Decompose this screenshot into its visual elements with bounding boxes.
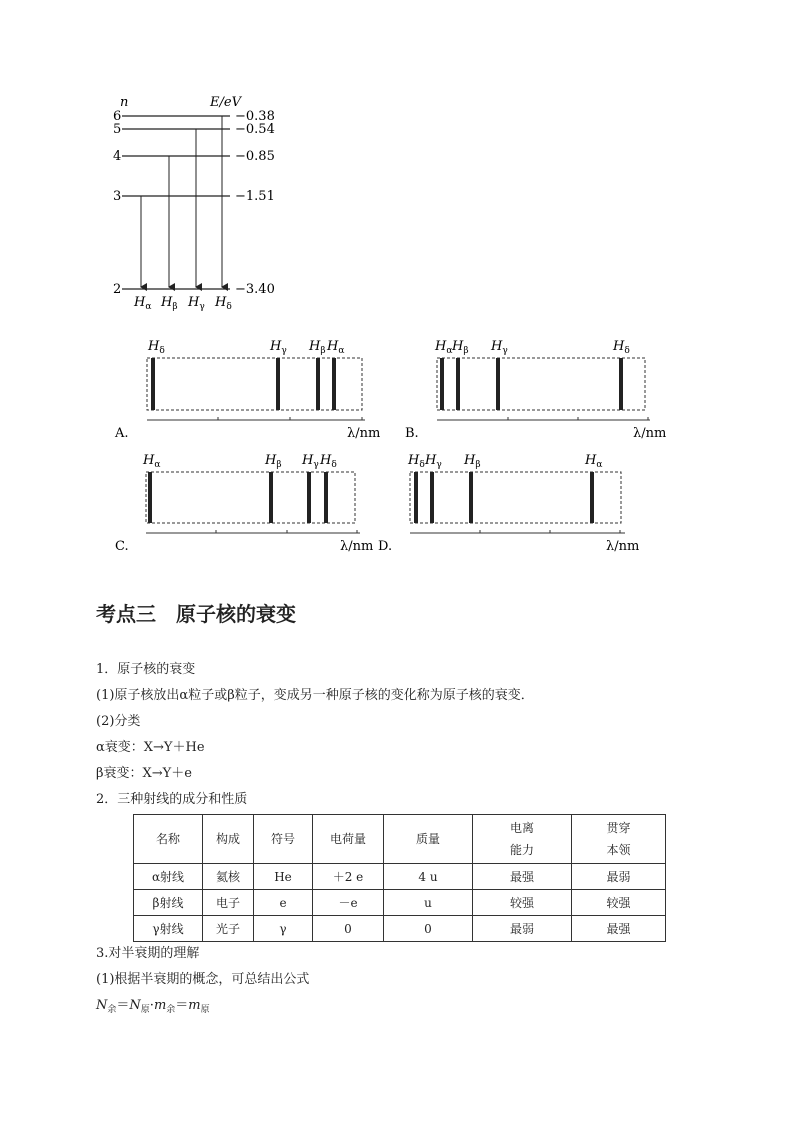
header-cell [473,815,572,864]
table-row [134,890,666,916]
level-energy-2: −3.40 [235,282,275,297]
spectral-line-gamma [496,358,500,410]
header-cell: 构成 [203,815,254,864]
table-cell: 光子 [203,916,254,942]
spectrum-option-d[interactable] [378,453,639,554]
transition-label-beta: $H_\beta$ [161,295,178,312]
line-label: $H_\gamma$ [425,453,442,470]
level-n-5: 5 [113,122,122,137]
header-cell [572,815,666,864]
table-cell: α射线 [134,864,203,890]
level-energy-4: −0.85 [235,149,275,164]
formula-symbol: m [188,998,201,1013]
transition-label-delta: $H_\delta$ [215,295,232,312]
section-title: 考点三 原子核的衰变 [96,602,296,626]
line-label: $H_\alpha$ [327,339,345,356]
formula-subscript: 原 [140,1005,150,1015]
table-cell: 最弱 [572,864,666,890]
table-cell: He [254,864,313,890]
table-cell: 最强 [572,916,666,942]
level-n-2: 2 [113,282,122,297]
alpha-decay-equation: α衰变：X→Y＋He [96,740,205,755]
item-1-definition: (1)原子核放出α粒子或β粒子，变成另一种原子核的变化称为原子核的衰变． [96,688,534,703]
transition-label-gamma: $H_\gamma$ [188,295,205,312]
table-cell: 0 [313,916,384,942]
table-header-row [134,815,666,864]
spectrum-box-d [410,472,621,523]
formula-symbol: N [129,998,141,1013]
formula-operator: ＝ [116,998,130,1013]
spectrum-box-c [146,472,355,523]
spectral-line-gamma [430,472,434,523]
line-label: $H_\gamma$ [270,339,287,356]
spectral-line-alpha [440,358,444,410]
spectrum-box-a [147,358,362,410]
item-3-heading: 3.对半衰期的理解 [96,946,200,961]
table-row [134,864,666,890]
line-label: $H_\delta$ [320,453,337,470]
table-row [134,916,666,942]
spectral-line-delta [414,472,418,523]
table-cell: β射线 [134,890,203,916]
table-cell: 0 [384,916,473,942]
line-label: $H_\beta$ [464,453,481,470]
item-1-heading: 1．原子核的衰变 [96,662,196,677]
spectrum-option-a[interactable] [114,339,380,441]
header-line: 贯穿 [606,821,631,835]
spectrum-option-c[interactable] [115,453,373,554]
line-label: $H_\delta$ [408,453,425,470]
line-label: $H_\beta$ [309,339,326,356]
table-cell: 电子 [203,890,254,916]
formula-symbol: m [153,998,167,1013]
option-letter-a: A. [115,426,129,441]
header-cell: 名称 [134,815,203,864]
line-label: $H_\delta$ [148,339,165,356]
axis-label-d: λ/nm [606,539,640,554]
item-3-half-life: (1)根据半衰期的概念，可总结出公式 [96,972,310,987]
spectral-line-alpha [332,358,336,410]
table-cell: γ [254,916,313,942]
header-cell: 质量 [384,815,473,864]
table-cell: 较强 [572,890,666,916]
line-label: $H_\alpha$ [585,453,603,470]
level-energy-3: −1.51 [235,189,275,204]
header-cell: 符号 [254,815,313,864]
option-letter-c: C. [115,539,129,554]
line-label: $H_\beta$ [452,339,469,356]
spectral-line-delta [619,358,623,410]
level-energy-6: −0.38 [235,109,275,124]
formula-subscript: 原 [200,1005,210,1015]
spectral-line-gamma [276,358,280,410]
header-cell: 电荷量 [313,815,384,864]
table-cell: e [254,890,313,916]
spectral-line-gamma [307,472,311,523]
spectral-line-alpha [148,472,152,523]
axis-label-b: λ/nm [633,426,667,441]
axis-label-a: λ/nm [347,426,381,441]
item-1-classification: (2)分类 [96,714,141,729]
table-cell: 4 u [384,864,473,890]
formula-operator: ＝ [175,998,189,1013]
header-line: 能力 [509,843,534,857]
energy-level-diagram [0,0,800,320]
table-cell: －e [313,890,384,916]
spectrum-option-b[interactable] [405,339,666,441]
spectral-line-delta [324,472,328,523]
option-letter-b: B. [405,426,419,441]
spectral-line-beta [269,472,273,523]
beta-decay-equation: β衰变：X→Y＋e [96,766,192,781]
spectra-options [0,320,800,570]
line-label: $H_\gamma$ [302,453,319,470]
n-axis-label: n [120,95,129,110]
table-cell: 最强 [473,864,572,890]
transition-label-alpha: $H_\alpha$ [134,295,152,312]
formula-separator: · [149,998,154,1013]
table-cell: 较强 [473,890,572,916]
spectral-line-beta [316,358,320,410]
level-n-4: 4 [113,149,122,164]
level-n-3: 3 [113,189,122,204]
table-cell: ＋2 e [313,864,384,890]
line-label: $H_\alpha$ [435,339,453,356]
spectral-line-alpha [590,472,594,523]
item-2-heading: 2．三种射线的成分和性质 [96,792,248,807]
axis-label-c: λ/nm [340,539,374,554]
spectral-line-beta [456,358,460,410]
table-cell: u [384,890,473,916]
header-line: 本领 [606,843,631,857]
line-label: $H_\alpha$ [143,453,161,470]
energy-axis-label: E/eV [210,95,241,110]
option-letter-d: D. [378,539,393,554]
line-label: $H_\gamma$ [491,339,508,356]
spectrum-box-b [437,358,645,410]
table-cell: 最弱 [473,916,572,942]
formula-subscript: 余 [107,1005,117,1015]
table-cell: γ射线 [134,916,203,942]
formula-subscript: 余 [166,1005,176,1015]
header-line: 电离 [509,821,534,835]
formula-symbol: N [96,998,108,1013]
line-label: $H_\beta$ [265,453,282,470]
line-label: $H_\delta$ [613,339,630,356]
spectral-line-beta [469,472,473,523]
table-cell: 氦核 [203,864,254,890]
spectral-line-delta [151,358,155,410]
level-n-6: 6 [113,109,122,124]
level-energy-5: −0.54 [235,122,275,137]
half-life-formula [96,998,210,1018]
radiation-properties-table [133,814,666,942]
